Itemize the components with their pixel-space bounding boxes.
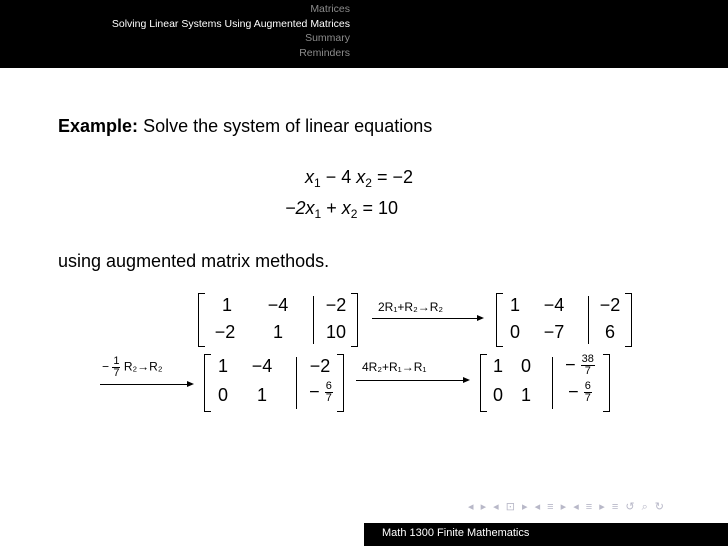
eq1-sub-a: 1	[314, 176, 321, 190]
footer-left-panel	[0, 523, 364, 546]
matrix-cell: 1	[221, 295, 232, 315]
fraction-sign: −	[309, 381, 320, 402]
fraction-numerator: 6	[325, 380, 332, 392]
equation-1	[305, 167, 413, 190]
eq2-term-b: x	[341, 198, 351, 218]
matrix-cell: 1	[217, 356, 228, 376]
matrix-cell-fraction	[558, 354, 602, 377]
eq2-sub-b: 2	[350, 207, 358, 221]
eq1-term-a: x	[305, 167, 314, 187]
augmented-matrix-2	[496, 293, 632, 347]
fraction-numerator: 6	[584, 380, 591, 392]
beamer-nav-icons[interactable]: ◂ ▸ ◂ ⊡ ▸ ◂ ≡ ▸ ◂ ≡ ▸ ≡ ↺ ⌕ ↻	[468, 501, 667, 513]
matrix-cell: 10	[325, 322, 347, 342]
matrix-cell: −4	[251, 356, 273, 376]
method-text: using augmented matrix methods.	[58, 251, 330, 271]
arrow-head	[463, 377, 470, 383]
row-op-label: 2R₁+R₂→R₂	[378, 300, 444, 314]
fraction-sign: −	[568, 381, 579, 402]
section-nav	[0, 2, 350, 60]
augment-bar	[588, 296, 589, 344]
augment-bar	[296, 357, 297, 409]
matrix-cell: 0	[509, 322, 520, 342]
example-label: Example:	[58, 116, 139, 136]
fraction-denominator: 7	[325, 392, 332, 404]
row-op-arrow-3	[356, 360, 468, 386]
matrix-cell-fraction	[302, 381, 340, 404]
matrix-cell: 1	[256, 385, 267, 405]
augmented-matrix-1	[198, 293, 358, 347]
matrix-cell: 0	[492, 385, 503, 405]
matrix-cell: 6	[604, 322, 615, 342]
fraction-denominator: 7	[584, 392, 591, 404]
nav-item-matrices[interactable]: Matrices	[310, 3, 350, 15]
cell-fraction	[325, 381, 333, 404]
footer-right-panel	[364, 523, 728, 546]
nav-item-reminders[interactable]: Reminders	[299, 46, 350, 59]
row-op-arrow-2	[100, 356, 192, 390]
row-op-rest: R₂→R₂	[123, 359, 163, 374]
augmented-matrix-3	[204, 354, 344, 412]
fraction-numerator: 38	[581, 353, 594, 365]
nav-item-summary[interactable]: Summary	[305, 32, 350, 44]
augment-bar	[313, 296, 314, 344]
matrix-cell: −2	[599, 295, 621, 315]
matrix-cell: 1	[272, 322, 283, 342]
eq1-op: − 4	[325, 167, 352, 187]
matrix-cell: 0	[217, 385, 228, 405]
matrix-cell: −7	[543, 322, 565, 342]
matrix-cell: −2	[214, 322, 236, 342]
row-op-label: 4R₂+R₁→R₁	[362, 360, 427, 374]
nav-item-solving-linear-systems[interactable]: Solving Linear Systems Using Augmented Matrices	[111, 17, 350, 30]
row-op-fraction	[112, 356, 120, 379]
matrix-cell: −2	[325, 295, 347, 315]
fraction-sign: −	[565, 354, 576, 375]
matrix-cell: −4	[267, 295, 289, 315]
matrix-cell: 1	[492, 356, 503, 376]
example-heading	[58, 116, 432, 137]
matrix-cell: 1	[509, 295, 520, 315]
eq2-term-a: −2x	[285, 198, 315, 218]
right-bracket	[603, 354, 610, 412]
arrow-line	[372, 318, 482, 319]
footer-title: Math 1300 Finite Mathematics	[382, 527, 530, 539]
row-op-arrow-1	[372, 300, 482, 324]
eq2-rhs: = 10	[362, 198, 399, 218]
fraction-numerator: 1	[113, 355, 120, 367]
matrix-cell: 1	[520, 385, 531, 405]
matrix-cell: −4	[543, 295, 565, 315]
equation-2	[285, 198, 398, 221]
header-right-panel	[364, 0, 728, 68]
row-op-sign: −	[102, 359, 110, 374]
augment-bar	[552, 357, 553, 409]
fraction-denominator: 7	[584, 365, 591, 377]
fraction-denominator: 7	[113, 367, 120, 379]
row-op-label	[102, 356, 162, 379]
arrow-head	[477, 315, 484, 321]
matrix-cell-fraction	[558, 381, 602, 404]
eq1-sub-b: 2	[365, 176, 372, 190]
left-bracket	[198, 293, 205, 347]
matrix-cell: 0	[520, 356, 531, 376]
cell-fraction	[584, 381, 592, 404]
cell-fraction	[581, 354, 595, 377]
arrow-head	[187, 381, 194, 387]
eq2-op: +	[326, 198, 337, 218]
eq1-rhs: = −2	[376, 167, 413, 187]
eq1-term-b: x	[356, 167, 366, 187]
arrow-line	[356, 380, 468, 381]
example-text: Solve the system of linear equations	[143, 116, 433, 136]
arrow-line	[100, 384, 192, 385]
eq2-sub-a: 1	[314, 207, 322, 221]
matrix-cell: −2	[309, 356, 331, 376]
augmented-matrix-4	[480, 354, 610, 412]
